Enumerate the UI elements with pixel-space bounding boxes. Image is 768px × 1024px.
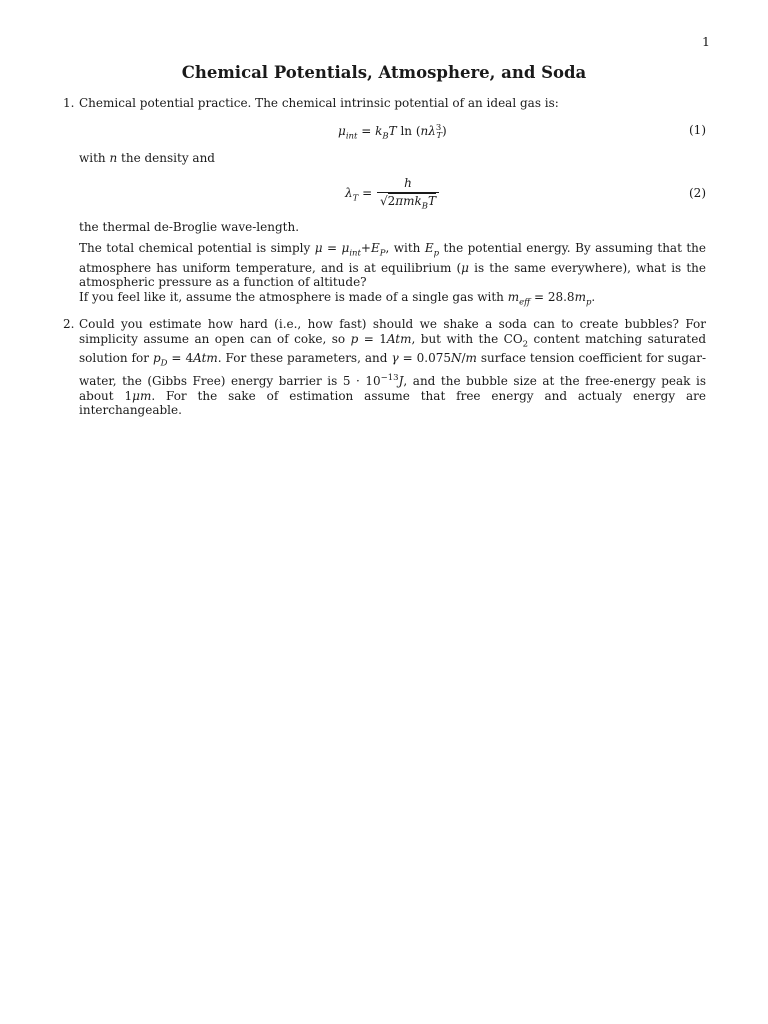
single-gas-text-a: If you feel like it, assume the atmosphere is made of a single gas with	[79, 290, 508, 304]
equation-2-lhs: $\lambda_T$ =	[345, 186, 373, 204]
density-text-a: with	[79, 151, 110, 165]
equation-1-number: (1)	[689, 123, 706, 137]
problem-2-text-4: . For these parameters, and	[217, 351, 392, 366]
total-potential-text-b: , with	[385, 241, 425, 255]
total-potential-text-a: The total chemical potential is simply	[79, 241, 315, 255]
debroglie-text: the thermal de-Broglie wave-length.	[79, 220, 300, 234]
problem-2-text-1: Could you estimate how hard (i.e., how fast) should we shake a soda can to create bubbles? For simplicity assume an open can of coke, so	[79, 317, 706, 346]
density-sentence	[79, 151, 706, 166]
problem-2-text-7: . For the sake of estimation assume that free energy and actualy energy are interchangeable.	[79, 388, 706, 418]
single-gas-text-b: .	[591, 290, 596, 304]
total-potential-text-c: the potential energy. By assuming that the atmosphere has uniform temperature, and is at equilibrium (	[79, 241, 707, 275]
density-var: n	[109, 151, 118, 165]
equation-1: $\mu_{int} = k_BT$ $\ln (n\lambda^3_T)$	[338, 123, 447, 142]
total-potential-paragraph: The total chemical potential is simply $\mu = \mu_{int}+E_P$, with $E_p$ the potential energy. By assuming that the atmosphere has uniform temperature, and is at equilibrium (μ is the same everywhere), what is the atmospheric pressure as a function of altitude?	[79, 241, 707, 290]
density-text-b: the density and	[117, 151, 215, 165]
problem-2-text-2: , but with the CO	[411, 331, 523, 346]
problem-1-number: 1.	[63, 96, 75, 110]
single-gas-paragraph: If you feel like it, assume the atmosphere is made of a single gas with $m_{eff} = 28.8m_p$.	[79, 290, 596, 308]
problem-2-number: 2.	[63, 317, 75, 331]
problem-2-text-3: content matching saturated solution for	[79, 331, 706, 366]
equation-2-number: (2)	[689, 186, 706, 200]
problem-2-text-6: , and the bubble size at the free-energy peak is about	[79, 374, 706, 403]
problem-2-paragraph: Could you estimate how hard (i.e., how fast) should we shake a soda can to create bubbles? For simplicity assume an open can of coke, so p = 1Atm, but with the $CO_2$ content matching saturated solution for $p_D = 4Atm$. For these parameters, and γ = 0.075N/m surface tension coefficient for sugar-water, the (Gibbs Free) energy barrier is $5 \cdot 10^{-13}J$, and the bubble size at the free-energy peak is about 1μm. For the sake of estimation assume that free energy and actualy energy are interchangeable.	[79, 317, 706, 418]
page-number: 1	[702, 34, 710, 49]
page-title: Chemical Potentials, Atmosphere, and Soda	[181, 63, 587, 82]
problem-2-text-5: surface tension coefficient for sugar-water, the (Gibbs Free) energy barrier is	[79, 351, 706, 389]
problem-1-intro: Chemical potential practice. The chemical intrinsic potential of an ideal gas is:	[79, 96, 559, 110]
total-potential-text-d: is the same everywhere), what is the atmospheric pressure as a function of altitude?	[79, 260, 707, 290]
